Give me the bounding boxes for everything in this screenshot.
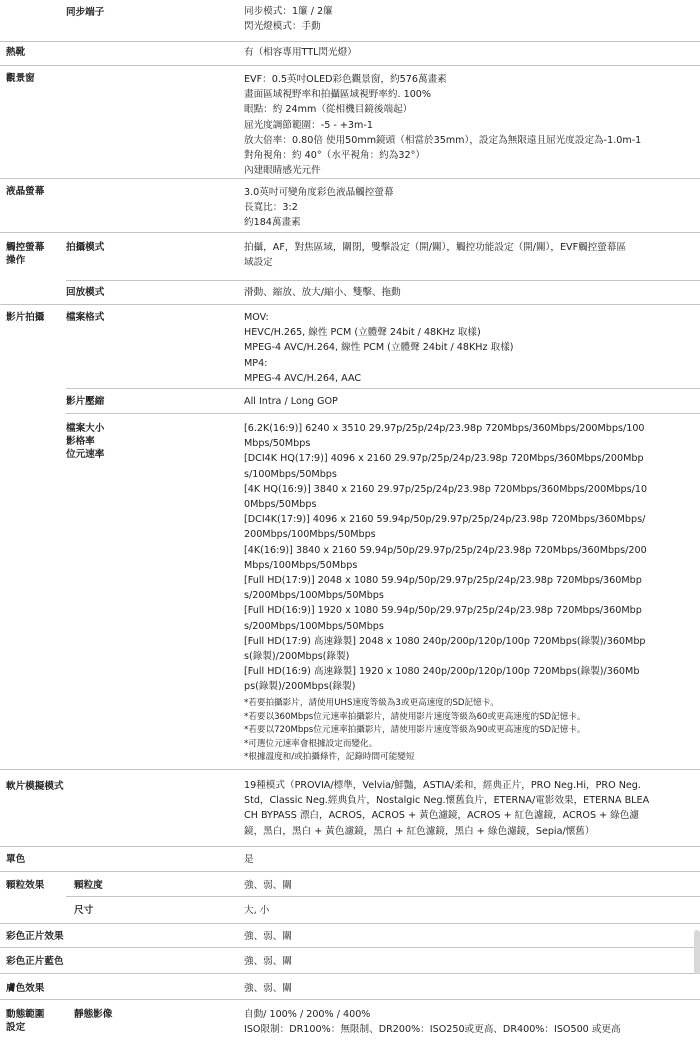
row-value: 強、弱、關	[244, 931, 292, 942]
row-label: 彩色正片效果	[6, 931, 64, 942]
row-label: 液晶螢幕	[6, 186, 45, 197]
row-monochrome	[0, 847, 700, 872]
row-label-sub: 檔案格式	[66, 312, 105, 323]
row-value: [6.2K(16:9)] 6240 x 3510 29.97p/25p/24p/23.98p 720Mbps/360Mbps/200Mbps/100 Mbps/50Mbps [DCI4K HQ(17:9)] 4096 x 2160 29.97p/25p/24p/23.98p 720Mbps/360Mbps/200Mbp s/100Mbps/50Mbps [4K HQ(16:9)] 3840 x 2160 29.97p/25p/24p/23.98p 720Mbps/360Mbps/200Mbps/10 0Mbps/50Mbps [DCI4K(17:9)] 4096 x 2160 59.94p/50p/29.97p/25p/24p/23.98p 720Mbps/360Mbps/ 200Mbps/100Mbps/50Mbps [4K(16:9)] 3840 x 2160 59.94p/50p/29.97p/25p/24p/23.98p 720Mbps/360Mbps/200 Mbps/100Mbps/50Mbps [Full HD(17:9)] 2048 x 1080 59.94p/50p/29.97p/25p/24p/23.98p 720Mbps/360Mbp s/200Mbps/100Mbps/50Mbps [Full HD(16:9)] 1920 x 1080 59.94p/50p/29.97p/25p/24p/23.98p 720Mbps/360Mbp s/200Mbps/100Mbps/50Mbps [Full HD(17:9) 高速錄製] 2048 x 1080 240p/200p/120p/100p 720Mbps(錄製)/360Mbp s(錄製)/200Mbps(錄製) [Full HD(16:9) 高速錄製] 1920 x 1080 240p/200p/120p/100p 720Mbps(錄製)/360Mb ps(錄製)/200Mbps(錄製)	[244, 423, 648, 693]
row-label-sub: 拍攝模式	[66, 242, 105, 253]
row-value: MOV: HEVC/H.265, 線性 PCM (立體聲 24bit / 48KHz 取樣) MPEG-4 AVC/H.264, 線性 PCM (立體聲 24bit / 48KHz 取樣) MP4: MPEG-4 AVC/H.264, AAC	[244, 312, 514, 384]
row-value: 強、弱、關	[244, 956, 292, 967]
row-label: 顆粒效果	[6, 880, 45, 891]
row-label: 觸控螢幕 操作	[6, 242, 45, 266]
row-value: 19種模式（PROVIA/標準，Velvia/鮮豔，ASTIA/柔和，經典正片，PRO Neg.Hi，PRO Neg. Std，Classic Neg.經典負片，Nostalgic Neg.懷舊負片，ETERNA/電影效果，ETERNA BLEA CH BYPASS 漂白，ACROS，ACROS + 黃色濾鏡，ACROS + 紅色濾鏡，ACROS + 綠色濾 鏡，黑白，黑白 + 黃色濾鏡，黑白 + 紅色濾鏡，黑白 + 綠色濾鏡，Sepia/懷舊）	[244, 780, 650, 837]
row-label: 軟片模擬模式	[6, 781, 64, 792]
row-label-sub: 尺寸	[74, 905, 94, 916]
row-label-sub: 靜態影像	[74, 1009, 113, 1020]
row-hotshoe	[0, 42, 700, 66]
row-film-simulation	[0, 770, 700, 847]
row-value: 滑動、縮放、放大/縮小、雙擊、拖動	[244, 287, 401, 298]
row-label: 膚色效果	[6, 983, 45, 994]
row-movie-compression	[0, 389, 700, 414]
row-value: 大, 小	[244, 905, 270, 916]
row-smooth-skin	[0, 974, 700, 1000]
row-label: 動態範圍 設定	[6, 1009, 45, 1033]
row-value: All Intra / Long GOP	[244, 396, 338, 407]
row-label-sub: 影片壓縮	[66, 396, 105, 407]
row-touch-playback	[0, 281, 700, 305]
row-value: 強、弱、關	[244, 983, 292, 994]
row-label-sub: 同步端子	[66, 7, 105, 18]
row-label: 影片拍攝	[6, 312, 45, 323]
row-color-chrome-blue	[0, 948, 700, 974]
row-value: 自動/ 100% / 200% / 400% ISO限制：DR100%：無限制、DR200%：ISO250或更高、DR400%：ISO500 或更高	[244, 1009, 621, 1036]
row-value: 拍攝，AF，對焦區域，關閉，雙擊設定（開/關），觸控功能設定（開/關），EVF觸控螢幕區 域設定	[244, 242, 627, 269]
row-value: 是	[244, 854, 254, 865]
row-value: 3.0英吋可變角度彩色液晶觸控螢幕 長寬比：3:2 約184萬畫素	[244, 187, 394, 229]
row-value: EVF：0.5英吋OLED彩色觀景窗，約576萬畫素 畫面區域視野率和拍攝區域視野率約. 100% 眼點：約 24mm（從相機目鏡後端起） 屈光度調節範圍：-5 - +3m-1 放大倍率：0.80倍 使用50mm鏡頭（相當於35mm），設定為無限遠且屈光度設定為-1.0m-1 對角視角：約 40°（水平視角：約為32°） 內建眼睛感光元件	[244, 74, 642, 177]
row-value: 同步模式：1簾 / 2簾 閃光燈模式：手動	[244, 6, 333, 33]
row-movie-size	[0, 414, 700, 770]
row-label: 單色	[6, 854, 26, 865]
row-label: 熱靴	[6, 47, 26, 58]
row-sync-terminal	[0, 0, 700, 42]
row-label-sub: 回放模式	[66, 287, 105, 298]
row-label: 彩色正片藍色	[6, 956, 64, 967]
row-value: 有（相容專用TTL閃光燈）	[244, 47, 357, 58]
movie-notes: *若要拍攝影片，請使用UHS速度等級為3或更高速度的SD記憶卡。 *若要以360Mbps位元速率拍攝影片，請使用影片速度等級為60或更高速度的SD記憶卡。 *若要以720Mbps位元速率拍攝影片，請使用影片速度等級為90或更高速度的SD記憶卡。 *可選位元速率會根據設定而變化。 *根據溫度和/或拍攝條件，記錄時間可能變短	[244, 698, 586, 762]
row-viewfinder	[0, 66, 700, 179]
row-dynamic-range	[0, 1000, 700, 1042]
row-label-sub: 檔案大小 影格率 位元速率	[66, 423, 105, 460]
scrollbar-fragment[interactable]	[694, 930, 700, 974]
row-grain-size	[0, 897, 700, 924]
row-value: 強、弱、關	[244, 880, 292, 891]
row-label-sub: 顆粒度	[74, 880, 103, 891]
row-label: 觀景窗	[6, 73, 35, 84]
row-touch-shooting	[0, 233, 700, 281]
row-color-chrome	[0, 924, 700, 948]
row-movie-format	[0, 305, 700, 389]
row-lcd	[0, 179, 700, 233]
row-grain-roughness	[0, 872, 700, 897]
